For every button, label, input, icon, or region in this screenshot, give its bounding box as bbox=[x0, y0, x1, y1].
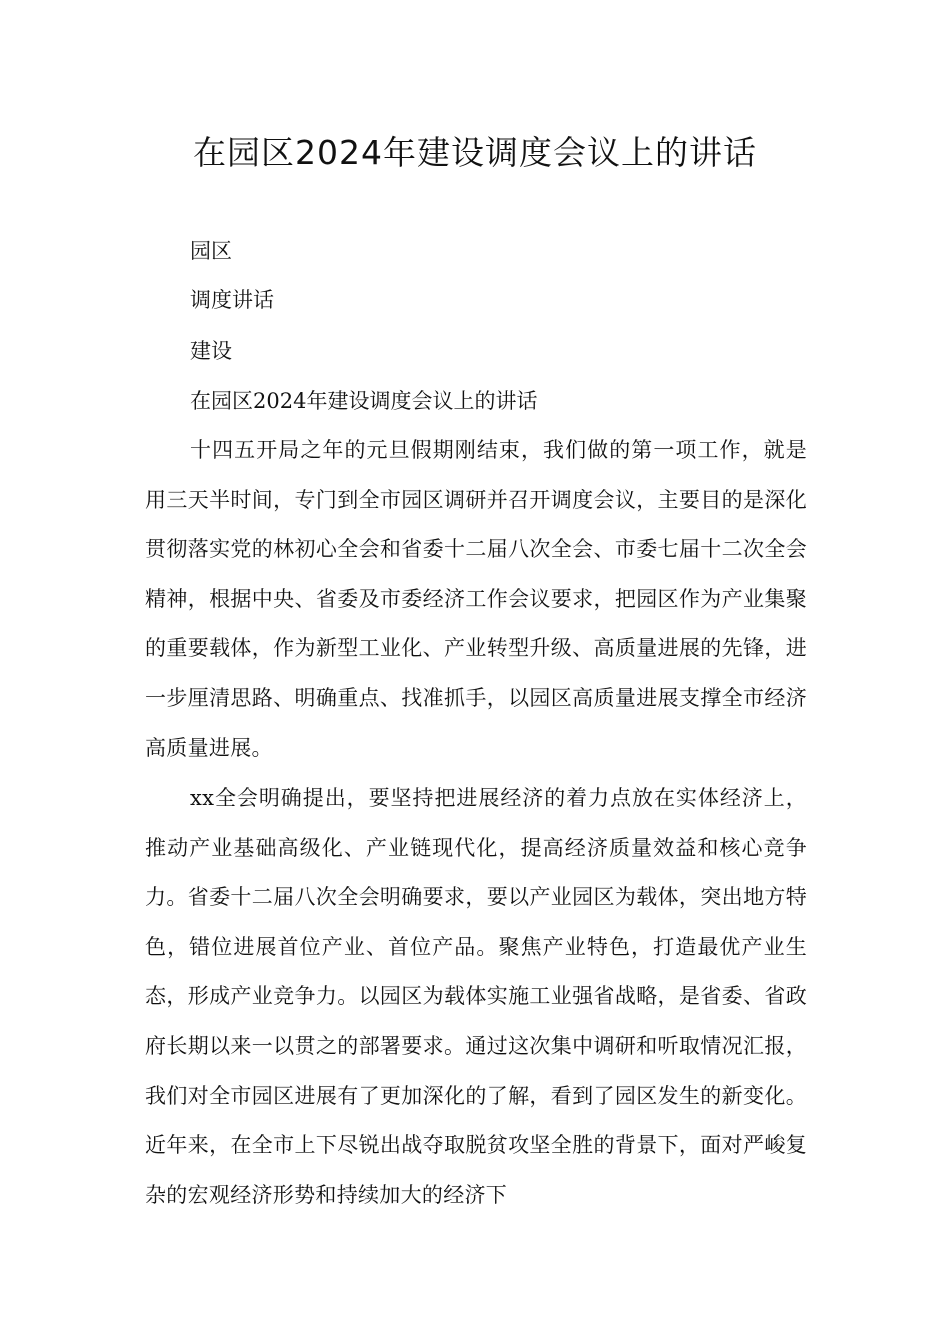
body-paragraph: 十四五开局之年的元旦假期刚结束，我们做的第一项工作，就是用三天半时间，专门到全市园区调研并召开调度会议，主要目的是深化贯彻落实党的林初心全会和省委十二届八次全会、市委七届十二次全会精神，根据中央、省委及市委经济工作会议要求，把园区作为产业集聚的重要载体，作为新型工业化、产业转型升级、高质量进展的先锋，进一步厘清思路、明确重点、找准抓手，以园区高质量进展支撑全市经济高质量进展。 bbox=[145, 438, 807, 760]
document-subtitle: 在园区2024年建设调度会议上的讲话 bbox=[190, 389, 538, 413]
keyword-park: 园区 bbox=[190, 239, 232, 263]
keyword-dispatch-speech: 调度讲话 bbox=[190, 288, 274, 312]
body-paragraph: xx全会明确提出，要坚持把进展经济的着力点放在实体经济上，推动产业基础高级化、产业链现代化，提高经济质量效益和核心竞争力。省委十二届八次全会明确要求，要以产业园区为载体，突出地方特色，错位进展首位产业、首位产品。聚焦产业特色，打造最优产业生态，形成产业竞争力。以园区为载体实施工业强省战略，是省委、省政府长期以来一以贯之的部署要求。通过这次集中调研和听取情况汇报，我们对全市园区进展有了更加深化的了解，看到了园区发生的新变化。近年来，在全市上下尽锐出战夺取脱贫攻坚全胜的背景下，面对严峻复杂的宏观经济形势和持续加大的经济下 bbox=[145, 786, 807, 1207]
document-title: 在园区2024年建设调度会议上的讲话 bbox=[193, 133, 757, 172]
keyword-construction: 建设 bbox=[190, 339, 232, 363]
